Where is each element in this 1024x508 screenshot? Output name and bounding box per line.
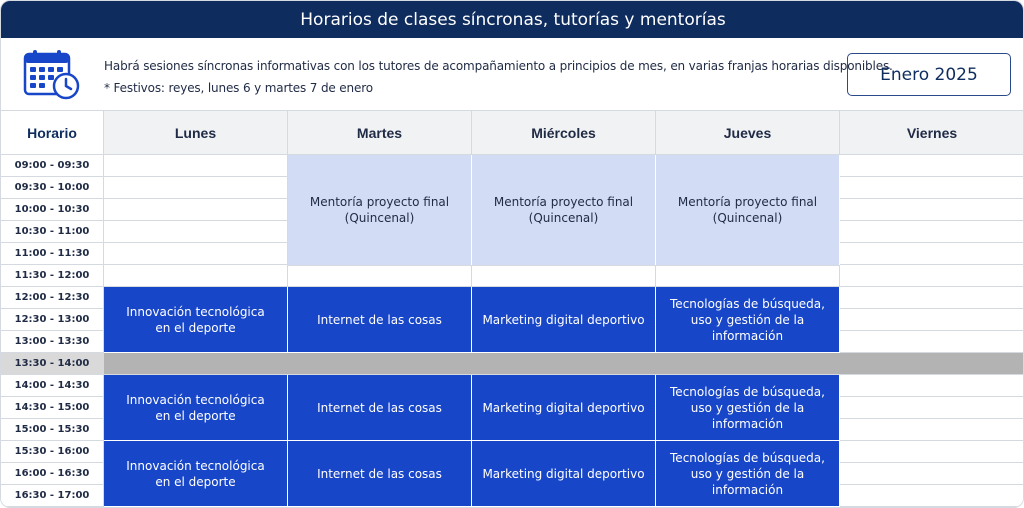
class-block-jueves: Tecnologías de búsqueda, uso y gestión de la información xyxy=(656,375,840,441)
empty-slot xyxy=(840,485,1024,507)
header-martes: Martes xyxy=(288,111,472,155)
class-block-martes: Internet de las cosas xyxy=(288,375,472,441)
empty-slot xyxy=(840,287,1024,309)
empty-slot xyxy=(104,177,288,199)
month-label: Enero 2025 xyxy=(847,53,1011,96)
time-slot: 16:30 - 17:00 xyxy=(1,485,104,507)
class-block-martes: Internet de las cosas xyxy=(288,287,472,353)
time-slot: 11:00 - 11:30 xyxy=(1,243,104,265)
empty-slot xyxy=(472,265,656,287)
time-slot: 12:00 - 12:30 xyxy=(1,287,104,309)
empty-slot xyxy=(840,331,1024,353)
mentoria-block-martes: Mentoría proyecto final (Quincenal) xyxy=(288,155,472,265)
empty-slot xyxy=(840,177,1024,199)
header-viernes: Viernes xyxy=(840,111,1024,155)
empty-slot xyxy=(840,199,1024,221)
info-line-sessions: Habrá sesiones síncronas informativas con los tutores de acompañamiento a principios de mes, en varias franjas horarias disponibles. xyxy=(104,59,893,73)
time-slot: 13:00 - 13:30 xyxy=(1,331,104,353)
empty-slot xyxy=(840,419,1024,441)
empty-slot xyxy=(104,265,288,287)
time-slot: 14:00 - 14:30 xyxy=(1,375,104,397)
empty-slot xyxy=(840,375,1024,397)
mentoria-block-miercoles: Mentoría proyecto final (Quincenal) xyxy=(472,155,656,265)
class-block-martes: Internet de las cosas xyxy=(288,441,472,507)
page-title: Horarios de clases síncronas, tutorías y mentorías xyxy=(1,1,1024,38)
class-block-jueves: Tecnologías de búsqueda, uso y gestión de la información xyxy=(656,287,840,353)
empty-slot xyxy=(840,265,1024,287)
time-slot: 11:30 - 12:00 xyxy=(1,265,104,287)
time-slot: 09:30 - 10:00 xyxy=(1,177,104,199)
break-bar xyxy=(104,353,1024,375)
class-block-miercoles: Marketing digital deportivo xyxy=(472,287,656,353)
time-slot: 15:00 - 15:30 xyxy=(1,419,104,441)
mentoria-block-jueves: Mentoría proyecto final (Quincenal) xyxy=(656,155,840,265)
class-block-lunes: Innovación tecnológica en el deporte xyxy=(104,441,288,507)
class-block-lunes: Innovación tecnológica en el deporte xyxy=(104,375,288,441)
class-block-lunes: Innovación tecnológica en el deporte xyxy=(104,287,288,353)
class-block-miercoles: Marketing digital deportivo xyxy=(472,375,656,441)
time-slot: 09:00 - 09:30 xyxy=(1,155,104,177)
time-slot: 14:30 - 15:00 xyxy=(1,397,104,419)
empty-slot xyxy=(104,155,288,177)
time-slot: 12:30 - 13:00 xyxy=(1,309,104,331)
empty-slot xyxy=(104,199,288,221)
empty-slot xyxy=(840,397,1024,419)
header-horario: Horario xyxy=(1,111,104,155)
header-miercoles: Miércoles xyxy=(472,111,656,155)
empty-slot xyxy=(840,441,1024,463)
info-section xyxy=(1,38,1024,111)
empty-slot xyxy=(288,265,472,287)
time-slot: 16:00 - 16:30 xyxy=(1,463,104,485)
empty-slot xyxy=(840,309,1024,331)
calendar-clock-icon xyxy=(23,49,81,101)
class-block-miercoles: Marketing digital deportivo xyxy=(472,441,656,507)
empty-slot xyxy=(840,221,1024,243)
time-slot: 15:30 - 16:00 xyxy=(1,441,104,463)
empty-slot xyxy=(104,243,288,265)
time-slot: 10:00 - 10:30 xyxy=(1,199,104,221)
empty-slot xyxy=(840,155,1024,177)
empty-slot xyxy=(840,463,1024,485)
header-jueves: Jueves xyxy=(656,111,840,155)
time-slot-break: 13:30 - 14:00 xyxy=(1,353,104,375)
info-text xyxy=(104,55,893,99)
empty-slot xyxy=(840,243,1024,265)
empty-slot xyxy=(104,221,288,243)
schedule-table xyxy=(1,111,1024,508)
header-lunes: Lunes xyxy=(104,111,288,155)
info-line-holidays: * Festivos: reyes, lunes 6 y martes 7 de enero xyxy=(104,81,373,95)
empty-slot xyxy=(656,265,840,287)
time-slot: 10:30 - 11:00 xyxy=(1,221,104,243)
class-block-jueves: Tecnologías de búsqueda, uso y gestión de la información xyxy=(656,441,840,507)
